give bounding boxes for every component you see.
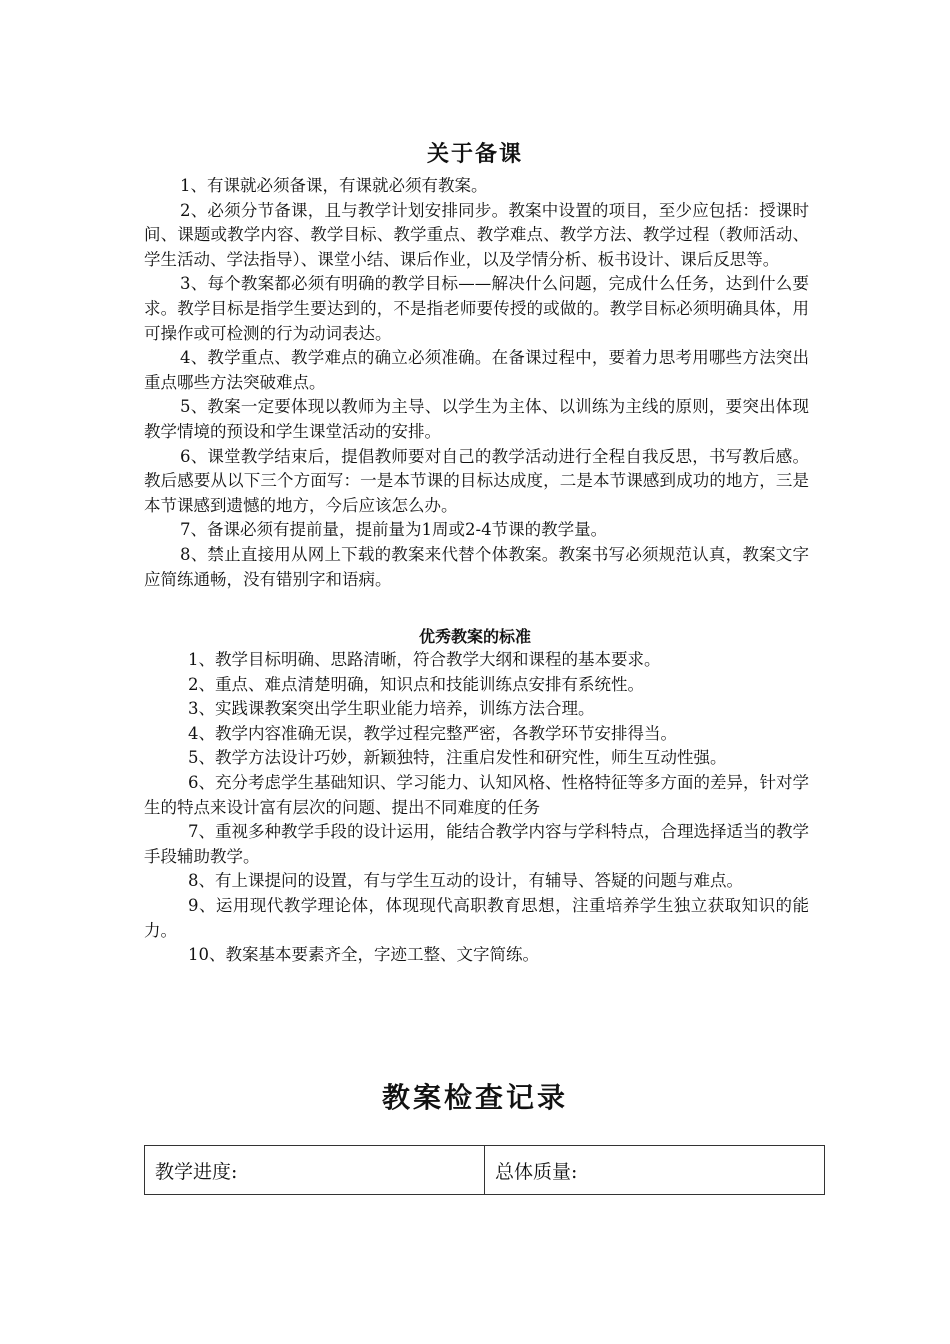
prep-rules-section xyxy=(144,174,809,592)
prep-rule-8: 8、禁止直接用从网上下载的教案来代替个体教案。教案书写必须规范认真，教案文字应简练通畅，没有错别字和语病。 xyxy=(144,544,809,589)
quality-cell: 总体质量: xyxy=(484,1146,824,1194)
prep-rule-1: 1、有课就必须备课，有课就必须有教案。 xyxy=(180,176,488,195)
standard-5: 5、教学方法设计巧妙，新颖独特，注重启发性和研究性，师生互动性强。 xyxy=(188,748,727,768)
check-record-title: 教案检查记录 xyxy=(381,1081,568,1114)
standard-3: 3、实践课教案突出学生职业能力培养，训练方法合理。 xyxy=(188,699,595,719)
standards-heading: 优秀教案的标准 xyxy=(418,627,531,646)
standard-6: 6、充分考虑学生基础知识、学习能力、认知风格、性格特征等多方面的差异，针对学生的特点来设计富有层次的问题、提出不同难度的任务 xyxy=(144,772,809,817)
standard-10: 10、教案基本要素齐全，字迹工整、文字简练。 xyxy=(188,945,539,965)
standard-7: 7、重视多种教学手段的设计运用，能结合教学内容与学科特点，合理选择适当的教学手段辅助教学。 xyxy=(144,822,809,866)
prep-rule-6: 6、课堂教学结束后，提倡教师要对自己的教学活动进行全程自我反思，书写教后感。教后感要从以下三个方面写：一是本节课的目标达成度，二是本节课感到成功的地方，三是本节课感到遗憾的地方，今后应该怎么办。 xyxy=(144,446,809,515)
check-record-table xyxy=(144,1145,825,1195)
standard-2: 2、重点、难点清楚明确，知识点和技能训练点安排有系统性。 xyxy=(188,674,644,694)
page-title: 关于备课 xyxy=(426,141,523,167)
standard-4: 4、教学内容准确无误，教学过程完整严密，各教学环节安排得当。 xyxy=(188,723,677,743)
prep-rule-4: 4、教学重点、教学难点的确立必须准确。在备课过程中，要着力思考用哪些方法突出重点哪些方法突破难点。 xyxy=(144,348,809,392)
prep-rule-5: 5、教案一定要体现以教师为主导、以学生为主体、以训练为主线的原则，要突出体现教学情境的预设和学生课堂活动的安排。 xyxy=(144,397,809,441)
standard-9: 9、运用现代教学理论体，体现现代高职教育思想，注重培养学生独立获取知识的能力。 xyxy=(144,895,809,940)
standard-1: 1、教学目标明确、思路清晰，符合教学大纲和课程的基本要求。 xyxy=(188,650,661,669)
prep-rule-3: 3、每个教案都必须有明确的教学目标——解决什么问题，完成什么任务，达到什么要求。教学目标是指学生要达到的，不是指老师要传授的或做的。教学目标必须明确具体，用可操作或可检测的行为动词表达。 xyxy=(144,274,809,343)
progress-cell: 教学进度: xyxy=(155,1160,238,1183)
standard-8: 8、有上课提问的设置，有与学生互动的设计，有辅导、答疑的问题与难点。 xyxy=(188,871,743,891)
prep-rule-2: 2、必须分节备课，且与教学计划安排同步。教案中设置的项目，至少应包括：授课时间、课题或教学内容、教学目标、教学重点、教学难点、教学方法、教学过程（教师活动、学生活动、学法指导）、课堂小结、课后作业，以及学情分析、板书设计、课后反思等。 xyxy=(144,200,809,269)
standards-section xyxy=(144,648,809,968)
prep-rule-7: 7、备课必须有提前量，提前量为1周或2-4节课的教学量。 xyxy=(180,520,608,540)
